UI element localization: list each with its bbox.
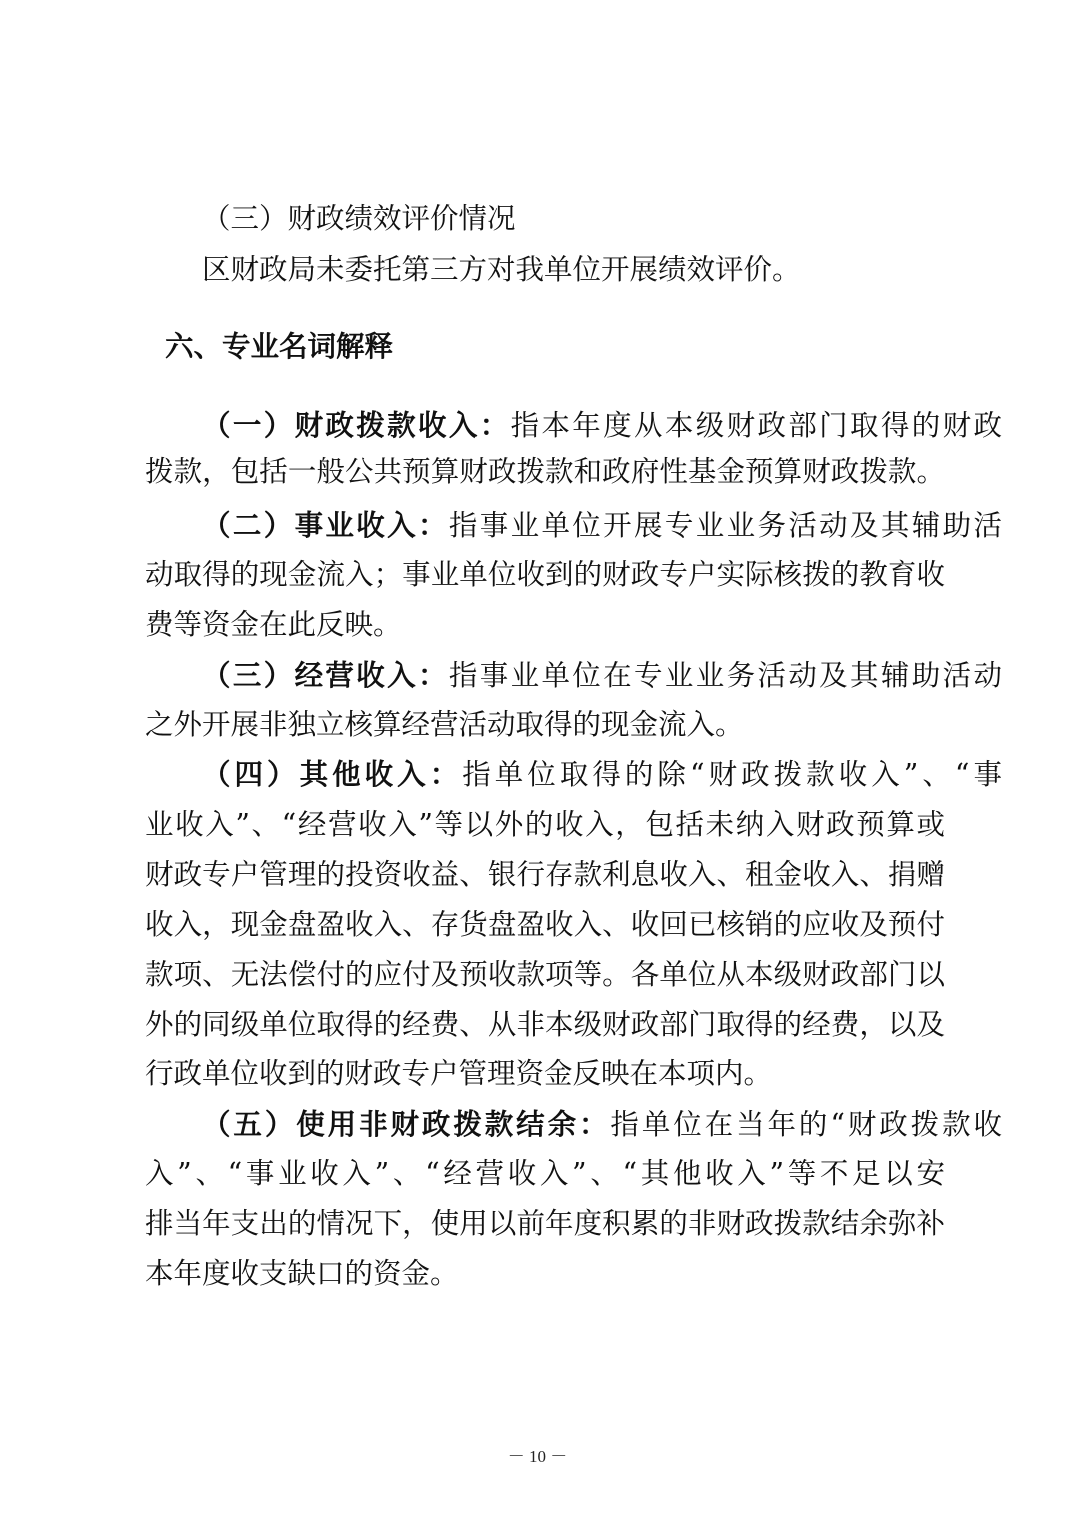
term2-line2: 动取得的现金流入；事业单位收到的财政专户实际核拨的教育收 [145, 558, 945, 591]
term4-line5: 款项、无法偿付的应付及预收款项等。各单位从本级财政部门以 [145, 958, 945, 991]
section3-line1: 区财政局未委托第三方对我单位开展绩效评价。 [202, 253, 801, 286]
section3-heading: （三）财政绩效评价情况 [202, 202, 516, 235]
term4-line1 [145, 757, 1002, 791]
term4-line3: 财政专户管理的投资收益、银行存款利息收入、租金收入、捐赠 [145, 858, 945, 891]
term5-text: 指单位在当年的“财政拨款收 [610, 1108, 1002, 1141]
term5-line2: 入”、“事业收入”、“经营收入”、“其他收入”等不足以安 [145, 1157, 945, 1190]
term1-label: （一）财政拨款收入： [202, 408, 511, 442]
term4-label: （四）其他收入： [202, 757, 463, 791]
term4-text: 指单位取得的除“财政拨款收入”、“事 [462, 758, 1002, 791]
term5-line1 [145, 1107, 1002, 1141]
term5-label: （五）使用非财政拨款结余： [202, 1107, 611, 1141]
term4-line4: 收入，现金盘盈收入、存货盘盈收入、收回已核销的应收及预付 [145, 908, 945, 941]
page-number: － 10 － [507, 1447, 568, 1466]
term4-line6: 外的同级单位取得的经费、从非本级财政部门取得的经费，以及 [145, 1008, 945, 1041]
term1-line2: 拨款，包括一般公共预算财政拨款和政府性基金预算财政拨款。 [145, 455, 945, 488]
section6-heading: 六、专业名词解释 [165, 330, 394, 363]
term2-label: （二）事业收入： [202, 508, 449, 542]
term5-line4: 本年度收支缺口的资金。 [145, 1257, 459, 1290]
term3-label: （三）经营收入： [202, 658, 449, 692]
term4-line2: 业收入”、“经营收入”等以外的收入，包括未纳入财政预算或 [145, 808, 945, 841]
term2-line3: 费等资金在此反映。 [145, 608, 402, 641]
term1-line1 [145, 408, 1002, 442]
term5-line3: 排当年支出的情况下，使用以前年度积累的非财政拨款结余弥补 [145, 1207, 945, 1240]
term3-line1 [145, 658, 1002, 692]
term4-line7: 行政单位收到的财政专户管理资金反映在本项内。 [145, 1057, 773, 1090]
term3-text: 指事业单位在专业业务活动及其辅助活动 [448, 659, 1002, 692]
term1-text: 指本年度从本级财政部门取得的财政 [510, 409, 1002, 442]
term2-line1 [145, 508, 1002, 542]
term2-text: 指事业单位开展专业业务活动及其辅助活 [448, 509, 1002, 542]
term3-line2: 之外开展非独立核算经营活动取得的现金流入。 [145, 708, 744, 741]
